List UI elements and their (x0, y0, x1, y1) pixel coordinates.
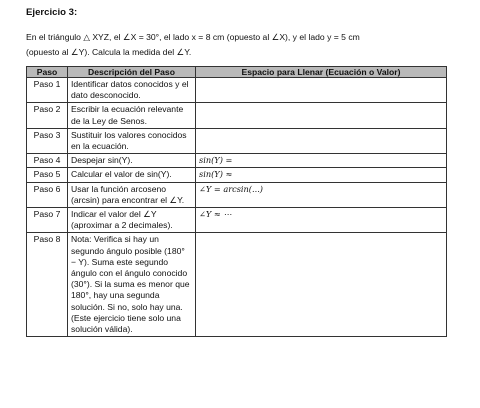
step-description: Indicar el valor del ∠Y (aproximar a 2 decimales). (68, 208, 196, 233)
table-row (27, 233, 447, 337)
answer-cell[interactable]: ∠Y ≈ ⋯ (196, 208, 447, 233)
table-row (27, 208, 447, 233)
answer-cell[interactable] (196, 233, 447, 337)
step-description: Identificar datos conocidos y el dato desconocido. (68, 78, 196, 103)
answer-cell[interactable]: sin(Y) = (196, 154, 447, 168)
paso-label: Paso 5 (27, 168, 68, 182)
step-description: Calcular el valor de sin(Y). (68, 168, 196, 182)
table-row (27, 168, 447, 182)
paso-label: Paso 3 (27, 128, 68, 153)
table-row (27, 182, 447, 207)
paso-label: Paso 4 (27, 154, 68, 168)
step-description: Sustituir los valores conocidos en la ecuación. (68, 128, 196, 153)
answer-cell[interactable] (196, 128, 447, 153)
paso-label: Paso 6 (27, 182, 68, 207)
table-row (27, 78, 447, 103)
step-description: Nota: Verifica si hay un segundo ángulo posible (180° − Y). Suma este segundo ángulo con el ángulo conocido (30°). Si la suma es menor que 180°, hay una segunda solución. Si no, solo hay una. (Este ejercicio tiene solo una solución válida). (68, 233, 196, 337)
table-header-row (27, 67, 447, 78)
answer-cell[interactable]: ∠Y = arcsin(...) (196, 182, 447, 207)
answer-cell[interactable] (196, 78, 447, 103)
paso-label: Paso 1 (27, 78, 68, 103)
table-row (27, 128, 447, 153)
step-description: Usar la función arcoseno (arcsin) para encontrar el ∠Y. (68, 182, 196, 207)
answer-cell[interactable] (196, 103, 447, 128)
paso-label: Paso 8 (27, 233, 68, 337)
step-description: Escribir la ecuación relevante de la Ley de Senos. (68, 103, 196, 128)
header-descripcion: Descripción del Paso (68, 67, 196, 78)
answer-cell[interactable]: sin(Y) ≈ (196, 168, 447, 182)
header-paso: Paso (27, 67, 68, 78)
statement-line-2: (opuesto al ∠Y). Calcula la medida del ∠Y. (26, 47, 192, 57)
exercise-title: Ejercicio 3: (26, 7, 78, 18)
header-espacio: Espacio para Llenar (Ecuación o Valor) (196, 67, 447, 78)
step-description: Despejar sin(Y). (68, 154, 196, 168)
paso-label: Paso 2 (27, 103, 68, 128)
statement-line-1: En el triángulo △ XYZ, el ∠X = 30°, el lado x = 8 cm (opuesto al ∠X), y el lado y = 5 cm (26, 32, 360, 42)
exercise-statement (26, 30, 446, 60)
steps-table (26, 66, 447, 337)
paso-label: Paso 7 (27, 208, 68, 233)
table-row (27, 154, 447, 168)
table-row (27, 103, 447, 128)
